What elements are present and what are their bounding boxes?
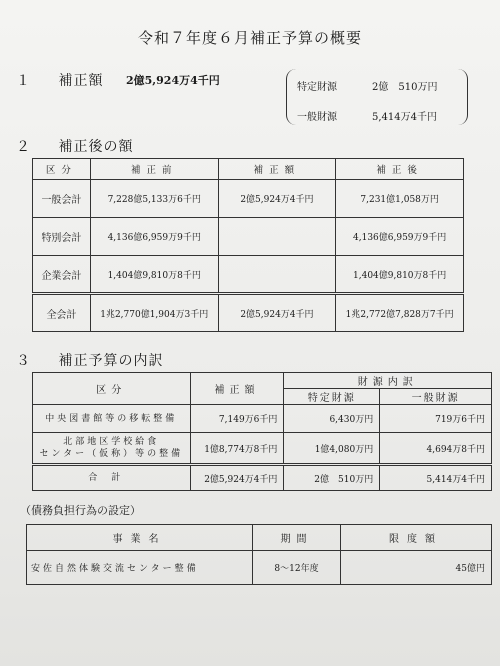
table-cell: 1兆2,772億7,828万7千円 [336, 294, 464, 332]
section-3-heading [16, 350, 163, 370]
table-cell [218, 218, 336, 256]
table-cell: 2億5,924万4千円 [190, 465, 284, 491]
row-label [33, 433, 191, 465]
table-row [33, 433, 492, 465]
table-cell: 安佐自然体験交流センター整備 [27, 551, 253, 585]
header-cell: 補正後 [336, 159, 464, 180]
section-1-number: １ [16, 73, 31, 89]
section-1-heading [16, 70, 103, 90]
table-row [33, 405, 492, 433]
table-cell: 1,404億9,810万8千円 [336, 256, 464, 294]
header-cell: 区分 [33, 159, 91, 180]
table-row-total [33, 294, 464, 332]
header-cell: 限度額 [341, 525, 492, 551]
header-cell: 補正額 [190, 373, 284, 405]
table-cell: 2億5,924万4千円 [218, 294, 336, 332]
section-2-title: 補正後の額 [58, 139, 134, 155]
debt-section-heading: （債務負担行為の設定） [20, 504, 141, 517]
table-cell: 8～12年度 [253, 551, 341, 585]
table-cell: 1,404億9,810万8千円 [90, 256, 218, 294]
row-label: 中央図書館等の移転整備 [33, 405, 191, 433]
source-label-specific: 特定財源 [297, 82, 337, 93]
source-value-specific: 2億 510万円 [372, 82, 438, 93]
table-cell: 4,694万8千円 [380, 433, 492, 465]
row-label: 合計 [33, 465, 191, 491]
source-label-general: 一般財源 [297, 112, 337, 123]
table-cell: 4,136億6,959万9千円 [336, 218, 464, 256]
section-2-number: ２ [16, 139, 31, 155]
source-value-general: 5,414万4千円 [372, 112, 437, 123]
header-cell: 財源内訳 [284, 373, 492, 389]
section-3-number: ３ [16, 353, 31, 369]
page-title: 令和７年度６月補正予算の概要 [137, 29, 362, 47]
table-cell: 1億8,774万8千円 [190, 433, 284, 465]
table-cell [218, 256, 336, 294]
section-2-heading [16, 136, 133, 156]
table-cell: 1億4,080万円 [284, 433, 380, 465]
table-row [33, 180, 464, 218]
table-cell: 719万6千円 [380, 405, 492, 433]
table-header-row [27, 525, 492, 551]
table-row-total [33, 465, 492, 491]
post-revision-table [32, 158, 464, 332]
table-cell: 5,414万4千円 [380, 465, 492, 491]
header-cell: 事業名 [27, 525, 253, 551]
header-cell: 特定財源 [284, 389, 380, 405]
header-cell: 一般財源 [380, 389, 492, 405]
table-cell: 2億 510万円 [284, 465, 380, 491]
row-label-line: センター（仮称）等の整備 [39, 449, 184, 459]
row-label: 特別会計 [33, 218, 91, 256]
table-cell: 45億円 [341, 551, 492, 585]
header-cell: 補正前 [90, 159, 218, 180]
row-label: 一般会計 [33, 180, 91, 218]
row-label: 全会計 [33, 294, 91, 332]
table-cell: 7,149万6千円 [190, 405, 284, 433]
table-row [33, 218, 464, 256]
table-header-row [33, 373, 492, 389]
section-3-title: 補正予算の内訳 [58, 353, 164, 369]
section-1-title: 補正額 [58, 73, 104, 89]
table-cell: 2億5,924万4千円 [218, 180, 336, 218]
header-cell: 期間 [253, 525, 341, 551]
header-cell: 補正額 [218, 159, 336, 180]
table-row [27, 551, 492, 585]
table-header-row [33, 159, 464, 180]
breakdown-table [32, 372, 492, 491]
table-cell: 4,136億6,959万9千円 [90, 218, 218, 256]
table-cell: 1兆2,770億1,904万3千円 [90, 294, 218, 332]
debt-table [26, 524, 492, 585]
row-label-line: 北部地区学校給食 [63, 437, 160, 447]
table-cell: 7,231億1,058万円 [336, 180, 464, 218]
header-cell: 区分 [33, 373, 191, 405]
total-amount: 2億5,924万4千円 [126, 74, 220, 87]
table-cell: 7,228億5,133万6千円 [90, 180, 218, 218]
row-label: 企業会計 [33, 256, 91, 294]
table-cell: 6,430万円 [284, 405, 380, 433]
table-row [33, 256, 464, 294]
